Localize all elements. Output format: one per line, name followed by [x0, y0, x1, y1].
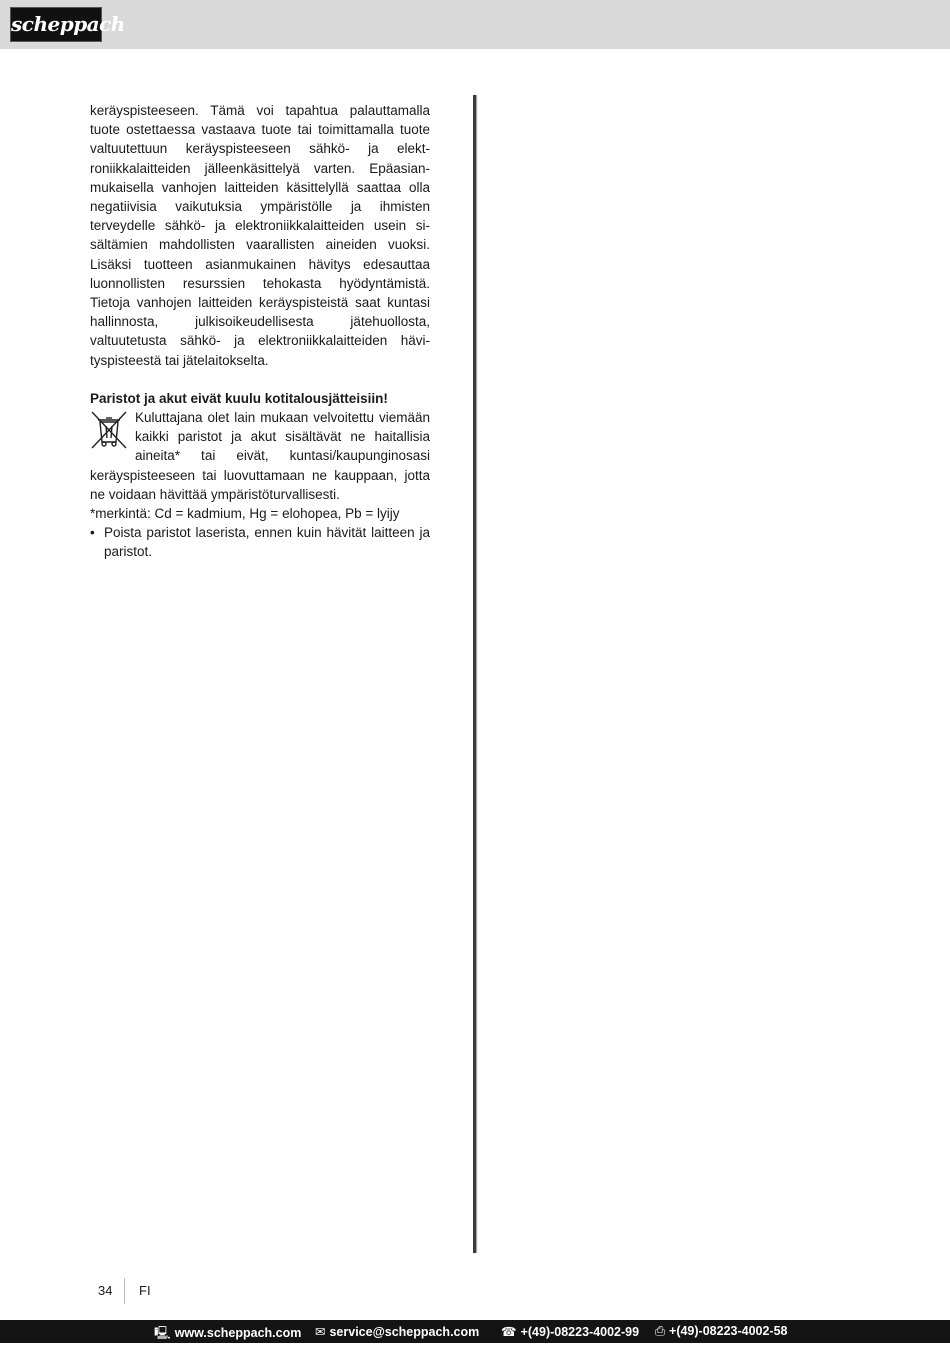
footer-fax: [655, 1324, 788, 1339]
scheppach-logo: scheppach: [10, 7, 102, 42]
page-language: FI: [139, 1283, 151, 1298]
email-link[interactable]: service@scheppach.com: [329, 1325, 480, 1339]
page-number-separator: [124, 1278, 125, 1304]
computer-icon: 🖳: [154, 1326, 171, 1340]
bullet-mark: •: [90, 525, 95, 541]
main-text-column: [90, 101, 430, 562]
website-link[interactable]: www.scheppach.com: [174, 1326, 302, 1340]
batteries-heading: Paristot ja akut eivät kuulu kotitalousjätteisiin!: [90, 390, 388, 406]
header-bar: [0, 0, 950, 49]
substance-note: *merkintä: Cd = kadmium, Hg = elohopea, Pb = lyijy: [90, 506, 400, 522]
mail-icon: ✉: [315, 1325, 326, 1339]
batteries-block: [90, 408, 430, 504]
footer-email[interactable]: [315, 1324, 479, 1339]
batteries-paragraph: Kuluttajana olet lain mukaan velvoitettu viemään kaikki paristot ja akut sisältävät ne haitallisia aineita* tai eivät, kuntasi/kaupunginosasi keräyspisteeseen tai luovuttamaan ne kauppaan, jotta ne voidaan hävittää ympäristöturvallisesti.: [90, 410, 430, 502]
phone-icon: ☎: [501, 1325, 517, 1339]
page-number: 34: [98, 1283, 113, 1298]
crossed-out-wheelie-bin-icon: [90, 410, 128, 450]
phone-number: +(49)-08223-4002-99: [520, 1325, 640, 1339]
list-item: [90, 523, 430, 561]
column-divider: [473, 95, 476, 1253]
fax-icon: ⎙: [655, 1324, 666, 1338]
footer-bar: [0, 1320, 950, 1343]
bullet-text: Poista paristot laserista, ennen kuin hävität laitteen ja paristot.: [104, 525, 430, 560]
disposal-paragraph: keräyspisteeseen. Tämä voi tapahtua palauttamalla tuote ostettaessa vastaava tuote tai toimittamalla tuote valtuutettuun keräyspisteeseen sähkö- ja elektroniikkalaitteiden jälleenkäsittelyä varten. Epäasianmukaisella vanhojen laitteiden käsittelyllä saattaa olla negatiivisia vaikutuksia ympäristölle ja ihmisten terveydelle sähkö- ja elektroniikkalaitteiden usein sisältämien mahdollisten vaarallisten aineiden vuoksi. Lisäksi tuotteen asianmukainen hävitys edesauttaa luonnollisten resurssien tehokasta hyödyntämistä. Tietoja vanhojen laitteiden keräyspisteistä saat kuntasi hallinnosta, julkisoikeudellisesta jätehuollosta, valtuutetusta sähkö- ja elektroniikkalaitteiden hävityspisteestä tai jätelaitokselta.: [90, 103, 430, 368]
fax-number: +(49)-08223-4002-58: [669, 1324, 788, 1338]
footer-website[interactable]: [154, 1324, 301, 1345]
footer-phone: [501, 1324, 639, 1339]
